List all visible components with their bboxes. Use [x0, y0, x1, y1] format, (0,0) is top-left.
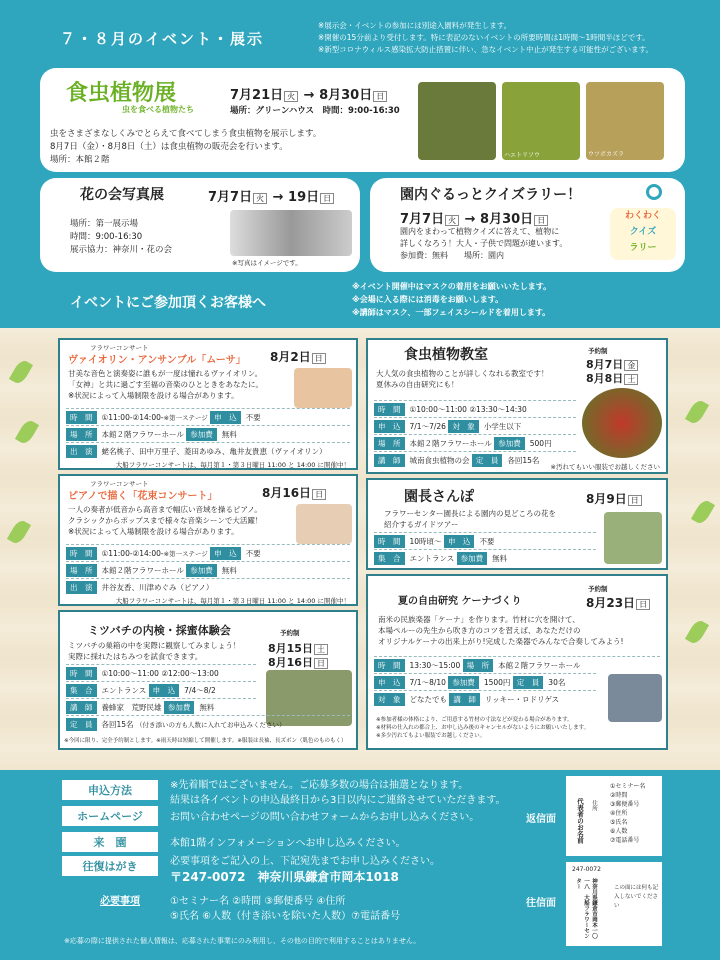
- apply-line: ※先着順ではございません。ご応募多数の場合は抽選となります。: [170, 780, 469, 791]
- row-value: 小学生以下: [483, 421, 522, 431]
- row-label: 対 象: [448, 420, 479, 433]
- send-zip: 247-0072: [572, 866, 601, 873]
- row-label: 時 間: [66, 547, 97, 560]
- pitcher-photo: [502, 82, 580, 160]
- dow: 日: [628, 495, 642, 506]
- exhibit2-info: [70, 218, 172, 257]
- note-line: ※材料の仕入れの都合上、お申し込み後のキャンセルがないようにお願いいたします。: [376, 725, 590, 731]
- dow: 日: [534, 215, 548, 226]
- reply-address: 住所: [591, 800, 597, 811]
- desc-line: ※状況によって入場制限を設ける場合があります。: [68, 527, 239, 536]
- dow: 日: [314, 658, 328, 669]
- info-row: [66, 561, 350, 578]
- exhibit-carnivorous-card: [40, 68, 685, 172]
- row-value: 本館２階フラワーホール: [101, 565, 184, 575]
- row-value: 本館２階フラワーホール: [409, 438, 492, 448]
- event-title: ピアノで描く「花束コンサート」: [68, 491, 218, 502]
- event-date: [268, 654, 329, 670]
- dow: 火: [284, 91, 298, 102]
- row-value: ①11:00-②14:00-: [101, 412, 164, 422]
- row-value: 井谷友香、川津めぐみ（ピアノ）: [101, 582, 214, 592]
- event-walk-card: [366, 478, 668, 570]
- row-value: 無料: [199, 702, 215, 712]
- row-label: 時 間: [374, 659, 405, 672]
- event-quena-card: [366, 574, 668, 750]
- pc-item: ②時間: [610, 792, 628, 799]
- note-line: ※展示会・イベントの参加には別途入園料が発生します。: [318, 21, 512, 30]
- event-desc: [376, 368, 549, 390]
- info-row: [374, 417, 576, 434]
- event-violin-card: [58, 338, 358, 470]
- row-value: 30名: [548, 677, 566, 687]
- visitor-title: イベントにご参加頂くお客様へ: [70, 295, 266, 311]
- event-footer: 大船フラワーコンサートは、毎月第１・第３日曜日 11:00 と 14:00 に開催中！: [115, 597, 350, 605]
- desc-line: 参加費：無料 場所：園内: [400, 251, 504, 260]
- exhibit2-dates: 7月7日 火 → 19日 日: [208, 186, 335, 205]
- gallery-photo: [230, 210, 352, 256]
- apply-line: 結果は各イベントの申込最終日から3日以内にご連絡させていただきます。: [170, 795, 506, 806]
- row-label: 申 込: [374, 676, 405, 689]
- row-label: 集 合: [66, 684, 97, 697]
- event-date: [586, 594, 651, 611]
- desc-line: 紹介するガイドツアー: [384, 520, 459, 529]
- reserve-label: 予約制: [588, 585, 608, 593]
- desc-line: 詳しくなろう！大人・子供で問題が違います。: [400, 239, 568, 248]
- row-value: 不要: [245, 548, 261, 558]
- flytrap-photo: [418, 82, 496, 160]
- row-value: 各回15名: [507, 455, 540, 465]
- info-row: [374, 656, 660, 673]
- dow: 日: [320, 193, 334, 204]
- dow: 日: [373, 91, 387, 102]
- visitor-banner: [0, 274, 720, 328]
- quena-notes: [376, 716, 589, 740]
- pc-item: ⑤氏名: [610, 819, 628, 826]
- row-label: 申 込: [210, 547, 241, 560]
- row-value: 10時頃～: [409, 536, 442, 546]
- row-label: 講 師: [374, 454, 405, 467]
- pc-item: ④住所: [610, 810, 628, 817]
- desc-line: 甘美な音色と演奏姿に誰もが一度は憧れるヴァイオリン。: [68, 369, 263, 378]
- exhibit-photo-card: [40, 178, 360, 272]
- row-value: 13:30～15:00: [409, 660, 461, 670]
- date: 8月7日: [586, 358, 624, 371]
- row-value: 7/4～8/2: [184, 685, 216, 695]
- row-label: 場 所: [66, 428, 97, 441]
- row-label: 定 員: [472, 454, 503, 467]
- info-line: 場所：第一展示場: [70, 219, 139, 229]
- exhibit3-dates: 7月7日 火 → 8月30日 日: [400, 208, 549, 227]
- row-note: （付き添いの方も人数に入れてお申込みください）: [135, 720, 286, 729]
- address: 〒247-0072 神奈川県鎌倉市岡本1018: [170, 870, 399, 884]
- row-label: 講 師: [449, 693, 480, 706]
- date-start: 7月7日: [208, 190, 253, 205]
- date-end: 8月30日: [319, 88, 373, 103]
- desc-line: ミツバチの巣箱の中を実際に観察してみましょう！: [68, 641, 241, 650]
- info-row: [66, 408, 350, 425]
- desc-line: 虫をさまざまなしくみでとらえて食べてしまう食虫植物を展示します。: [50, 129, 322, 139]
- date-start: 7月21日: [230, 88, 284, 103]
- event-title: 食虫植物教室: [404, 347, 488, 363]
- row-value: どなたでも: [409, 694, 447, 704]
- event-pre: フラワーコンサート: [90, 344, 149, 352]
- event-date: [586, 370, 639, 386]
- desc-line: クラシックからポップスまで様々な音楽シーンで大活躍！: [68, 516, 263, 525]
- pc-item: ③郵便番号: [610, 801, 640, 808]
- top-notes: [318, 20, 653, 56]
- tab-homepage[interactable]: ホームページ: [62, 806, 158, 826]
- exhibit1-place-time: 場所：グリーンハウス 時間：9:00-16:30: [230, 106, 400, 116]
- date: 8月16日: [268, 656, 313, 669]
- director-photo: [604, 512, 662, 564]
- reserve-label: 予約制: [588, 347, 608, 355]
- row-value: 蛯名桃子、田中万里子、菱田あゆみ、亀井友貴恵（ヴァイオリン）: [101, 446, 327, 456]
- exhibit-quiz-card: [370, 178, 685, 272]
- row-label: 申 込: [149, 684, 180, 697]
- dow: 金: [624, 360, 638, 371]
- row-label: 申 込: [374, 420, 405, 433]
- desc-line: 実際に採れたはちみつを試食できます。: [68, 652, 203, 661]
- desc-line: フラワーセンター園長による園内の見どころの花を: [384, 509, 557, 518]
- exhibit3-desc: [400, 226, 567, 262]
- row-label: 出 演: [66, 581, 97, 594]
- row-label: 申 込: [444, 535, 475, 548]
- info-row: [374, 400, 576, 417]
- info-row: [66, 681, 256, 698]
- row-label: 時 間: [374, 535, 405, 548]
- row-value: ①11:00-②14:00-: [101, 548, 164, 558]
- send-blank-note: この面には何も記入しないでください: [614, 885, 659, 909]
- row-value: 無料: [492, 553, 508, 563]
- reply-items: [610, 782, 645, 845]
- desc-line: 一人の奏者が低音から高音まで幅広い音域を操るピアノ。: [68, 505, 262, 514]
- row-label: 定 員: [513, 676, 544, 689]
- event-date: [270, 348, 327, 365]
- date: 8月2日: [270, 350, 311, 364]
- desc-line: オリジナルケーナの出来上がり!完成した楽器でみんなで合奏してみよう!: [378, 637, 624, 646]
- tab-visit[interactable]: 来 園: [62, 832, 158, 852]
- row-label: 時 間: [66, 667, 97, 680]
- apply-text: [170, 778, 506, 808]
- row-label: 出 演: [66, 445, 97, 458]
- exhibit3-title: 園内ぐるっとクイズラリー！: [400, 187, 582, 203]
- row-label: 参加費: [457, 552, 488, 565]
- search-icon: [646, 184, 662, 200]
- row-note: ※第一ステージ: [163, 413, 208, 422]
- row-value: リッキー・ロドリゲス: [484, 694, 560, 704]
- flytrap-photo: [582, 388, 662, 458]
- pianist-photo: [296, 504, 352, 544]
- apply-web-text: お問い合わせページの問い合わせフォームからお申し込みください。: [170, 812, 480, 823]
- info-row: [66, 578, 350, 595]
- row-value: 本館２階フラワーホール: [101, 429, 184, 439]
- event-footer: ※汚れてもいい服装でお越しください: [550, 463, 660, 471]
- info-row: [374, 549, 596, 566]
- event-desc: [68, 640, 240, 662]
- event-title: 夏の自由研究 ケーナづくり: [398, 596, 522, 607]
- photo-label: ウツボカズラ: [588, 151, 625, 158]
- event-date: [262, 484, 327, 501]
- row-label: 定 員: [66, 718, 97, 731]
- row-label: 申 込: [210, 411, 241, 424]
- dow: 日: [312, 489, 326, 500]
- reply-name: 代表者のお名前: [576, 798, 584, 844]
- badge-line: クイズ: [629, 227, 657, 237]
- desc-line: 8月7日（金）・8月8日（土）は食虫植物の販売会を行います。: [50, 142, 288, 152]
- desc-line: 場所：本館２階: [50, 155, 110, 165]
- row-value: 養蜂家 荒野民雄: [101, 702, 162, 712]
- row-label: 場 所: [66, 564, 97, 577]
- row-value: ①10:00～11:00 ②12:00～13:00: [101, 668, 219, 678]
- info-row: [374, 451, 576, 468]
- event-piano-card: [58, 474, 358, 606]
- dow: 火: [253, 193, 267, 204]
- requirements-label: 必要事項: [100, 896, 140, 907]
- row-value: 500円: [529, 438, 552, 448]
- info-row: [374, 434, 576, 451]
- event-bee-card: [58, 610, 358, 750]
- row-value: 不要: [245, 412, 261, 422]
- desc-line: 「女神」と共に過ごす至福の音楽のひとときをあなたに。: [68, 380, 263, 389]
- req-line: ⑤氏名 ⑥人数（付き添いを除いた人数）⑦電話番号: [170, 911, 401, 922]
- photo-note: ※写真はイメージです。: [232, 259, 302, 267]
- reply-side-label: 返信面: [526, 814, 556, 825]
- event-desc: [68, 368, 263, 401]
- row-label: 場 所: [463, 659, 494, 672]
- date-end: 19日: [288, 190, 320, 205]
- info-row: [374, 690, 596, 707]
- date: 8月16日: [262, 486, 312, 500]
- desc-line: 園内をまわって植物クイズに答えて、植物に: [400, 227, 560, 236]
- row-label: 参加費: [494, 437, 525, 450]
- date: 8月23日: [586, 596, 636, 610]
- row-label: 講 師: [66, 701, 97, 714]
- desc-line: 大人気の食虫植物のことが詳しくなれる教室です！: [376, 369, 549, 378]
- row-value: ①10:00～11:00 ②13:30～14:30: [409, 404, 527, 414]
- note-line: ※講師はマスク、一部フェイスシールドを着用します。: [352, 308, 551, 317]
- row-value: エントランス: [101, 685, 147, 695]
- info-row: [66, 425, 350, 442]
- badge-line: ラリー: [629, 243, 657, 253]
- info-row: [66, 698, 256, 715]
- desc-line: ※状況によって入場制限を設ける場合があります。: [68, 391, 239, 400]
- row-label: 集 合: [374, 552, 405, 565]
- pc-item: ⑥人数: [610, 828, 628, 835]
- event-footer: 大船フラワーコンサートは、毎月第１・第３日曜日 11:00 と 14:00 に開催中！: [115, 461, 350, 469]
- badge-line: わくわく: [624, 211, 661, 221]
- quena-player-photo: [608, 674, 662, 722]
- row-label: 場 所: [374, 437, 405, 450]
- info-row: [66, 715, 350, 732]
- event-desc: [378, 614, 624, 647]
- row-label: 対 象: [374, 693, 405, 706]
- row-value: 本館２階フラワーホール: [498, 660, 581, 670]
- row-value: 城南食虫植物の会: [409, 455, 470, 465]
- row-label: 参加費: [186, 428, 217, 441]
- exhibit-logo-sub: 虫を食べる植物たち: [122, 105, 194, 114]
- desc-line: 本場ペルーの先生から吹き方のコツを習えば、あなただけの: [378, 626, 581, 635]
- reply-postcard: [566, 776, 662, 856]
- note-line: ※開催の15分前より受付します。特に表記のないイベントの所要時間は1時間〜1時間半ほどです。: [318, 33, 650, 42]
- event-class-card: [366, 338, 668, 474]
- row-value: 無料: [221, 565, 237, 575]
- event-desc: [68, 504, 262, 537]
- page-title: ７・８月のイベント・展示: [60, 30, 265, 48]
- info-row: [374, 532, 596, 549]
- info-row: [374, 673, 596, 690]
- dow: 火: [445, 215, 459, 226]
- date: 8月9日: [586, 492, 627, 506]
- dow: 日: [312, 353, 326, 364]
- date-start: 7月7日: [400, 212, 445, 227]
- exhibit-logo: 食虫植物展: [66, 81, 177, 106]
- info-line: 展示協力：神奈川・花の会: [70, 245, 173, 255]
- info-row: [66, 664, 256, 681]
- desc-line: 南米の民族楽器「ケーナ」を作ります。竹材に穴を開けて、: [378, 615, 580, 624]
- row-value: エントランス: [409, 553, 455, 563]
- note-line: ※多少汚れてもよい服装でお越しください。: [376, 733, 486, 739]
- info-row: [66, 442, 350, 459]
- dow: 土: [314, 644, 328, 655]
- exhibit1-desc: [50, 128, 321, 167]
- requirements-list: [170, 894, 400, 924]
- row-value: 7/1～8/10: [409, 677, 446, 687]
- note-line: ※参加者様の体格により、ご用意する竹材の寸法などが変わる場合があります。: [376, 717, 573, 723]
- row-label: 時 間: [66, 411, 97, 424]
- reserve-label: 予約制: [280, 629, 300, 637]
- row-value: 7/1～7/26: [409, 421, 446, 431]
- dow: 日: [636, 599, 650, 610]
- note-line: ※イベント開催中はマスクの着用をお願いいたします。: [352, 282, 552, 291]
- privacy-note: ※応募の際に提供された個人情報は、応募された事業にのみ利用し、その他の目的で利用することはありません。: [64, 937, 421, 945]
- send-side-label: 往信面: [526, 898, 556, 909]
- tab-postcard[interactable]: 往復はがき: [62, 856, 158, 876]
- row-label: 参加費: [164, 701, 195, 714]
- note-line: ※新型コロナウィルス感染拡大防止措置に伴い、急なイベント中止が発生する可能性がございます。: [318, 45, 654, 54]
- row-label: 時 間: [374, 403, 405, 416]
- row-note: ※第一ステージ: [163, 549, 208, 558]
- row-label: 参加費: [186, 564, 217, 577]
- apply-visit-text: 本館1階インフォメーションへお申し込みください。: [170, 838, 406, 849]
- event-title: ヴァイオリン・アンサンブル「ムーサ」: [68, 355, 246, 366]
- date: 8月15日: [268, 642, 313, 655]
- event-pre: フラワーコンサート: [90, 480, 149, 488]
- photo-label: ハエトリソウ: [504, 152, 541, 159]
- apply-heading: 申込方法: [62, 780, 158, 800]
- note-line: ※会場に入る際には消毒をお願いします。: [352, 295, 504, 304]
- exhibit1-dates: 7月21日 火 → 8月30日 日: [230, 84, 388, 103]
- row-value: 各回15名: [101, 719, 134, 729]
- row-value: 不要: [479, 536, 495, 546]
- quiz-badge: [610, 208, 676, 260]
- event-desc: [384, 508, 556, 530]
- date-end: 8月30日: [480, 212, 534, 227]
- info-line: 時間：9:00-16:30: [70, 232, 143, 242]
- pc-item: ⑦電話番号: [610, 837, 640, 844]
- send-address: 神奈川県鎌倉市岡本一〇一八 大船フラワーセンター: [575, 878, 597, 939]
- apply-post-text: 必要事項をご記入の上、下記宛先までお申し込みください。: [170, 856, 440, 867]
- violinist-photo: [294, 368, 352, 408]
- row-value: 1500円: [483, 677, 511, 687]
- dow: 土: [624, 374, 638, 385]
- row-label: 参加費: [448, 676, 479, 689]
- row-value: 無料: [221, 429, 237, 439]
- pc-item: ①セミナー名: [610, 783, 646, 790]
- event-footer: ※今回に限り、完全予約制とします。※雨天時は短縮して開催します。※服装は長袖、長ズボン（肌色のものもく）: [64, 738, 347, 744]
- date: 8月8日: [586, 372, 624, 385]
- pitcher-photo-2: [586, 82, 664, 160]
- event-title: ミツバチの内検・採蜜体験会: [88, 624, 231, 637]
- desc-line: 夏休みの自由研究にも！: [376, 380, 459, 389]
- send-postcard: [566, 862, 662, 946]
- visitor-notes: [352, 280, 551, 319]
- event-date: [586, 490, 643, 507]
- event-title: 園長さんぽ: [404, 489, 474, 505]
- info-row: [66, 544, 350, 561]
- req-line: ①セミナー名 ②時間 ③郵便番号 ④住所: [170, 896, 346, 907]
- exhibit2-title: 花の会写真展: [80, 187, 164, 203]
